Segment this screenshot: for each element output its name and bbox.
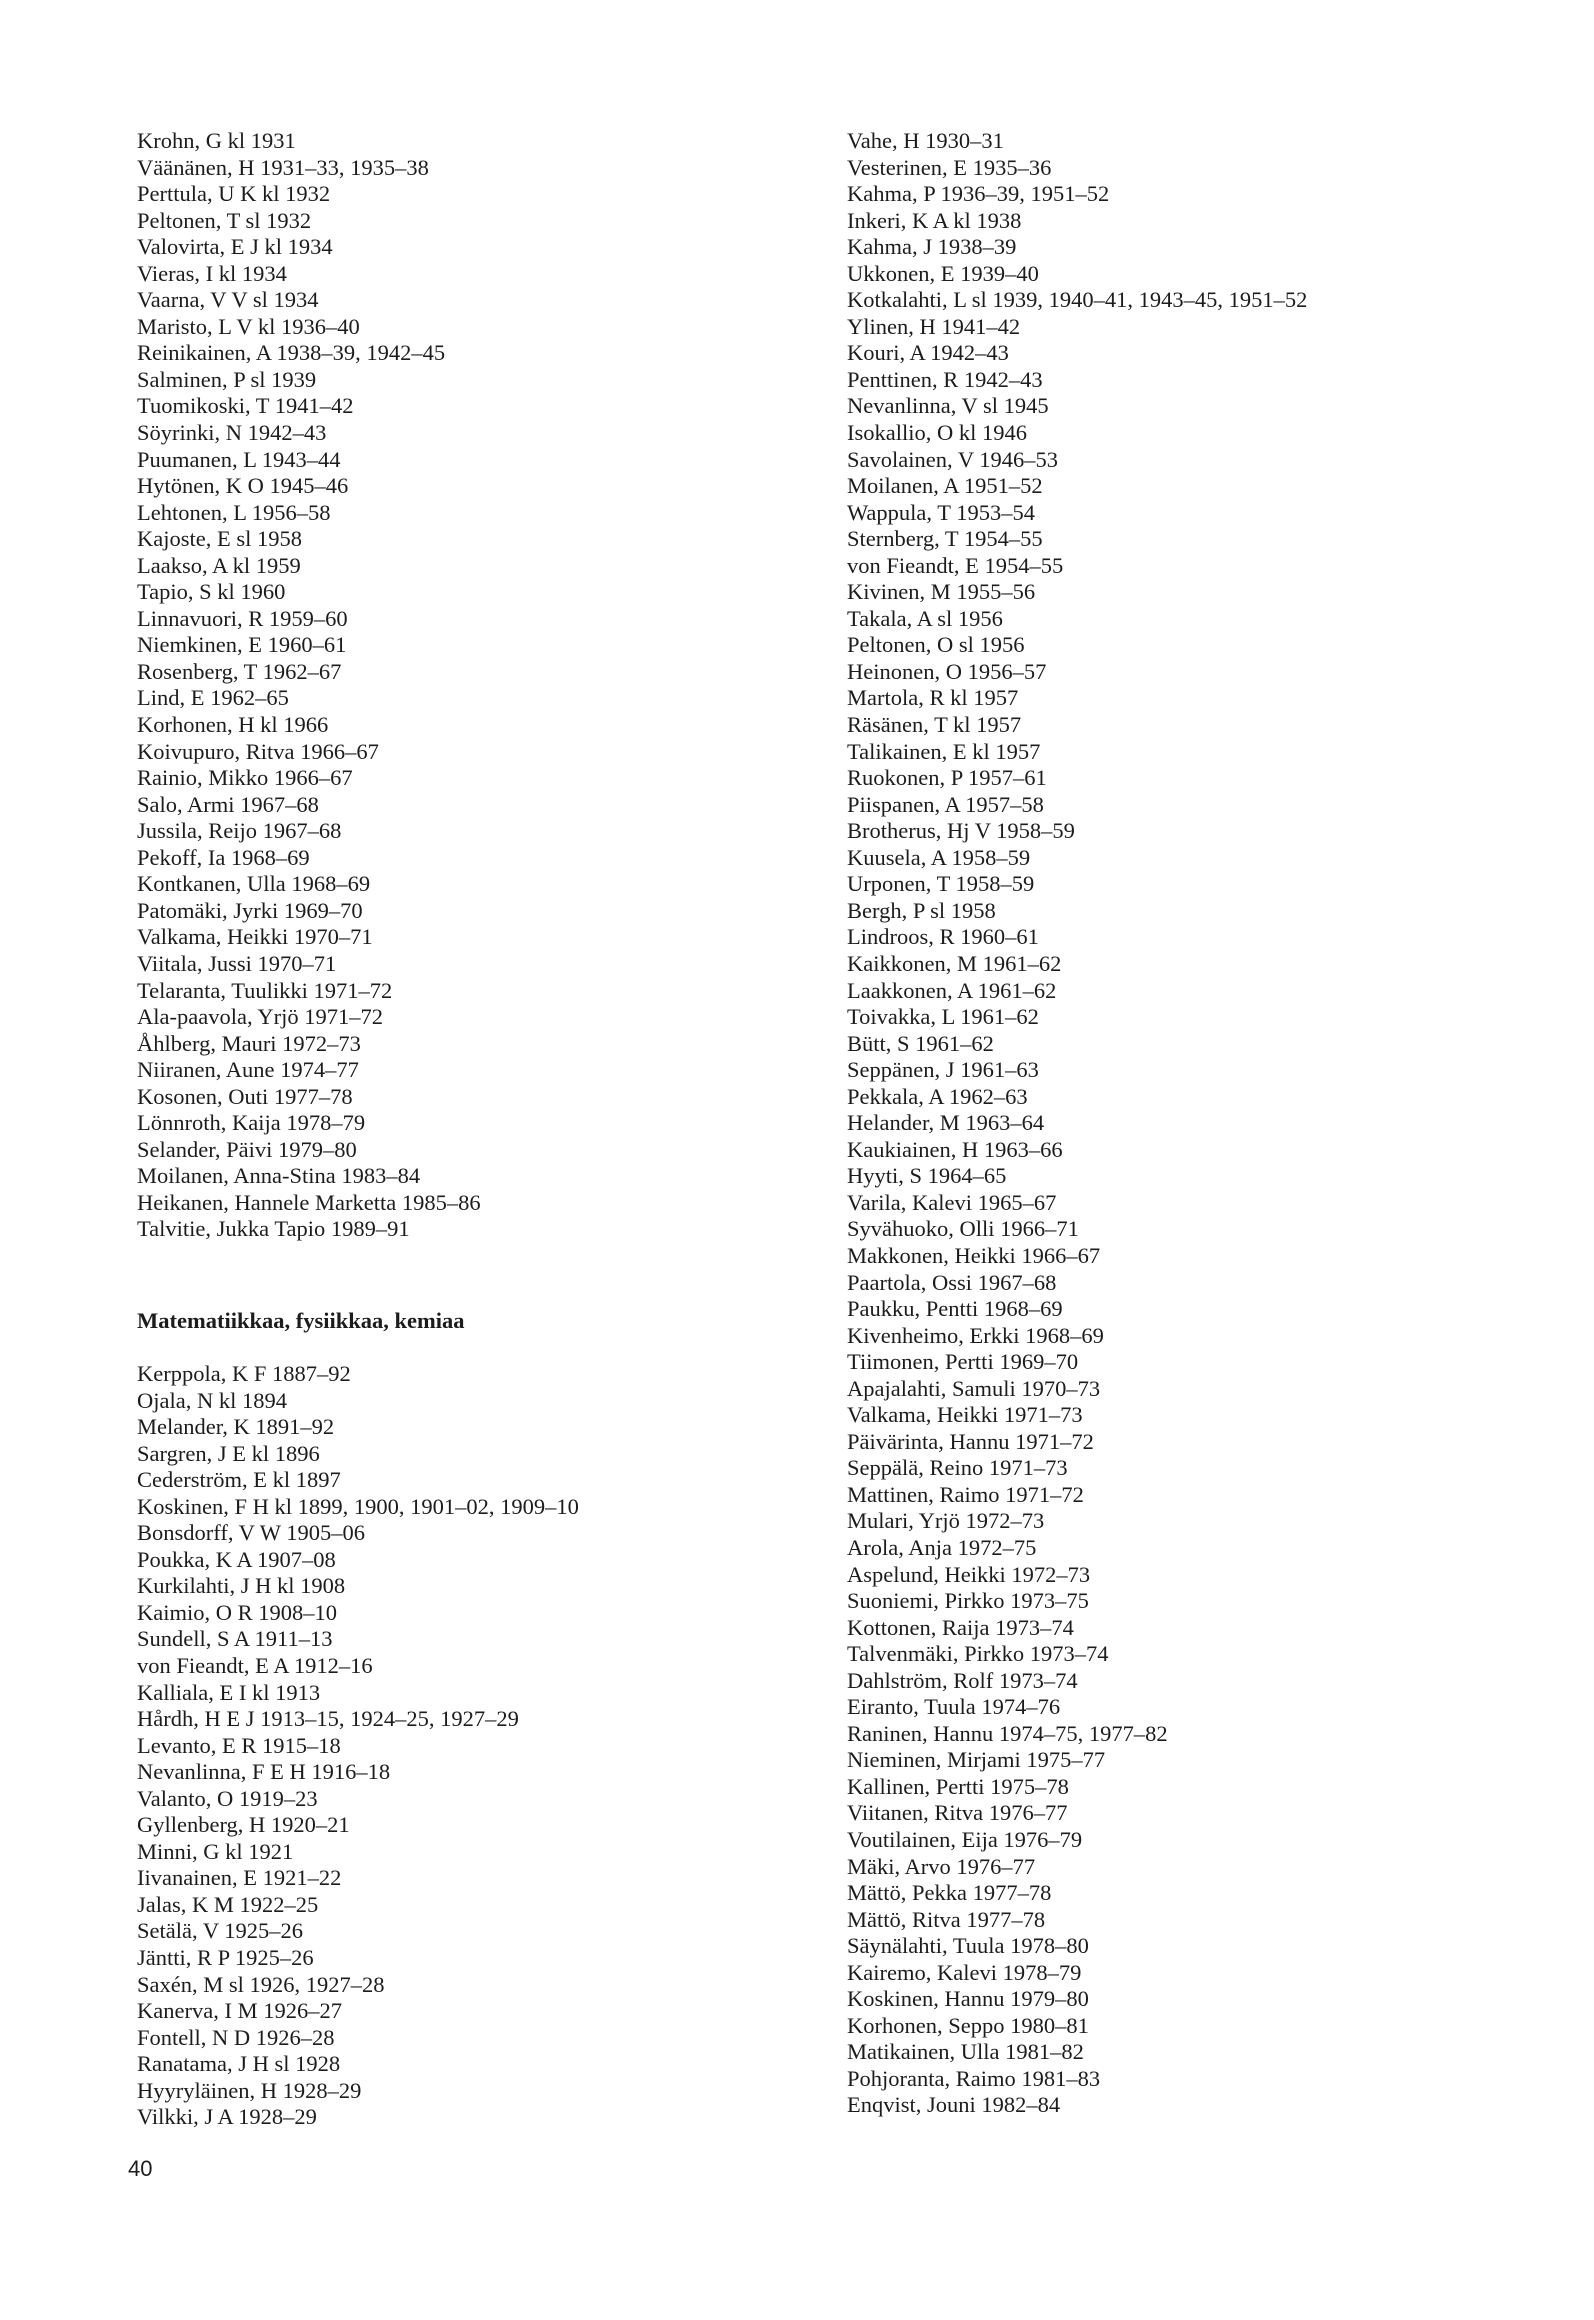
- list-item: Iivanainen, E 1921–22: [137, 1865, 342, 1891]
- list-item: Viitala, Jussi 1970–71: [137, 950, 337, 976]
- list-item: Urponen, T 1958–59: [847, 871, 1035, 897]
- section-list: [137, 1361, 579, 2131]
- list-item: Ylinen, H 1941–42: [847, 313, 1021, 339]
- list-item: Väänänen, H 1931–33, 1935–38: [137, 154, 429, 180]
- list-item: Telaranta, Tuulikki 1971–72: [137, 977, 393, 1003]
- list-item: Melander, K 1891–92: [137, 1414, 335, 1440]
- list-item: Enqvist, Jouni 1982–84: [847, 2092, 1061, 2118]
- list-item: Kivinen, M 1955–56: [847, 579, 1036, 605]
- list-item: Pekoff, Ia 1968–69: [137, 844, 310, 870]
- list-item: Koskinen, Hannu 1979–80: [847, 1986, 1089, 2012]
- list-item: Nevanlinna, V sl 1945: [847, 393, 1049, 419]
- list-item: Kalliala, E I kl 1913: [137, 1679, 321, 1705]
- list-item: Bonsdorff, V W 1905–06: [137, 1520, 365, 1546]
- list-item: Paartola, Ossi 1967–68: [847, 1269, 1057, 1295]
- list-item: Martola, R kl 1957: [847, 685, 1019, 711]
- list-item: Kivenheimo, Erkki 1968–69: [847, 1322, 1104, 1348]
- list-item: Peltonen, O sl 1956: [847, 632, 1025, 658]
- list-item: Selander, Päivi 1979–80: [137, 1136, 357, 1162]
- list-item: Nevanlinna, F E H 1916–18: [137, 1759, 391, 1785]
- list-item: Isokallio, O kl 1946: [847, 420, 1027, 446]
- list-item: Heinonen, O 1956–57: [847, 658, 1047, 684]
- list-item: Laakkonen, A 1961–62: [847, 977, 1057, 1003]
- list-item: Brotherus, Hj V 1958–59: [847, 818, 1075, 844]
- list-item: Eiranto, Tuula 1974–76: [847, 1694, 1061, 1720]
- list-item: Kouri, A 1942–43: [847, 340, 1009, 366]
- list-item: Fontell, N D 1926–28: [137, 2024, 335, 2050]
- list-item: Cederström, E kl 1897: [137, 1467, 341, 1493]
- list-item: Rosenberg, T 1962–67: [137, 658, 342, 684]
- list-item: Ojala, N kl 1894: [137, 1387, 287, 1413]
- list-item: Seppänen, J 1961–63: [847, 1057, 1039, 1083]
- list-item: Arola, Anja 1972–75: [847, 1534, 1037, 1560]
- list-item: Perttula, U K kl 1932: [137, 181, 331, 207]
- section-heading: Matematiikkaa, fysiikkaa, kemiaa: [137, 1308, 465, 1333]
- list-item: Hårdh, H E J 1913–15, 1924–25, 1927–29: [137, 1706, 519, 1732]
- list-item: Vaarna, V V sl 1934: [137, 287, 319, 313]
- list-item: Kairemo, Kalevi 1978–79: [847, 1959, 1082, 1985]
- list-item: Mulari, Yrjö 1972–73: [847, 1508, 1045, 1534]
- list-item: Levanto, E R 1915–18: [137, 1732, 341, 1758]
- list-item: Kosonen, Outi 1977–78: [137, 1083, 353, 1109]
- list-item: Kahma, P 1936–39, 1951–52: [847, 181, 1110, 207]
- list-item: Suoniemi, Pirkko 1973–75: [847, 1588, 1089, 1614]
- list-item: Mättö, Pekka 1977–78: [847, 1880, 1052, 1906]
- list-item: Kottonen, Raija 1973–74: [847, 1614, 1074, 1640]
- list-item: Ruokonen, P 1957–61: [847, 765, 1047, 791]
- list-item: Helander, M 1963–64: [847, 1110, 1045, 1136]
- list-item: Kaukiainen, H 1963–66: [847, 1136, 1063, 1162]
- list-item: Talvitie, Jukka Tapio 1989–91: [137, 1216, 410, 1242]
- list-item: Korhonen, H kl 1966: [137, 712, 329, 738]
- list-item: Patomäki, Jyrki 1969–70: [137, 897, 363, 923]
- list-item: Matikainen, Ulla 1981–82: [847, 2039, 1084, 2065]
- list-item: Talvenmäki, Pirkko 1973–74: [847, 1641, 1109, 1667]
- list-item: Penttinen, R 1942–43: [847, 366, 1043, 392]
- list-item: Varila, Kalevi 1965–67: [847, 1189, 1057, 1215]
- list-item: Tuomikoski, T 1941–42: [137, 393, 354, 419]
- list-item: Hyyti, S 1964–65: [847, 1163, 1007, 1189]
- list-item: Vahe, H 1930–31: [847, 128, 1004, 153]
- list-item: Niiranen, Aune 1974–77: [137, 1057, 359, 1083]
- list-item: Setälä, V 1925–26: [137, 1918, 304, 1944]
- list-item: Minni, G kl 1921: [137, 1838, 294, 1864]
- list-item: Reinikainen, A 1938–39, 1942–45: [137, 340, 446, 366]
- list-item: Gyllenberg, H 1920–21: [137, 1812, 350, 1838]
- list-item: Kuusela, A 1958–59: [847, 844, 1031, 870]
- list-item: Mattinen, Raimo 1971–72: [847, 1481, 1084, 1507]
- list-item: Saxén, M sl 1926, 1927–28: [137, 1971, 385, 1997]
- list-item: Kurkilahti, J H kl 1908: [137, 1573, 346, 1599]
- list-item: Inkeri, K A kl 1938: [847, 207, 1022, 233]
- list-item: Salminen, P sl 1939: [137, 366, 317, 392]
- list-item: Pohjoranta, Raimo 1981–83: [847, 2065, 1101, 2091]
- list-item: Kontkanen, Ulla 1968–69: [137, 871, 371, 897]
- list-item: Savolainen, V 1946–53: [847, 446, 1059, 472]
- list-item: Koivupuro, Ritva 1966–67: [137, 738, 379, 764]
- list-item: Söyrinki, N 1942–43: [137, 420, 327, 446]
- list-item: Päivärinta, Hannu 1971–72: [847, 1428, 1094, 1454]
- list-item: Moilanen, Anna-Stina 1983–84: [137, 1163, 421, 1189]
- page-number: 40: [128, 2156, 153, 2181]
- list-item: Aspelund, Heikki 1972–73: [847, 1561, 1091, 1587]
- list-item: Raninen, Hannu 1974–75, 1977–82: [847, 1720, 1168, 1746]
- list-item: Säynälahti, Tuula 1978–80: [847, 1933, 1089, 1959]
- list-item: Rainio, Mikko 1966–67: [137, 765, 353, 791]
- list-item: von Fieandt, E 1954–55: [847, 552, 1064, 578]
- list-item: Sundell, S A 1911–13: [137, 1626, 333, 1652]
- left-column-list: [137, 128, 481, 1243]
- list-item: Wappula, T 1953–54: [847, 499, 1035, 525]
- list-item: Laakso, A kl 1959: [137, 552, 301, 578]
- list-item: Kaimio, O R 1908–10: [137, 1599, 337, 1625]
- list-item: Takala, A sl 1956: [847, 605, 1003, 631]
- list-item: Räsänen, T kl 1957: [847, 712, 1022, 738]
- list-item: Talikainen, E kl 1957: [847, 738, 1041, 764]
- list-item: Makkonen, Heikki 1966–67: [847, 1242, 1101, 1268]
- list-item: Heikanen, Hannele Marketta 1985–86: [137, 1189, 481, 1215]
- list-item: Valanto, O 1919–23: [137, 1785, 318, 1811]
- list-item: Vieras, I kl 1934: [137, 260, 287, 286]
- list-item: Mäki, Arvo 1976–77: [847, 1853, 1036, 1879]
- list-item: Puumanen, L 1943–44: [137, 446, 341, 472]
- list-item: Vesterinen, E 1935–36: [847, 154, 1052, 180]
- list-item: Lind, E 1962–65: [137, 685, 289, 711]
- list-item: Bütt, S 1961–62: [847, 1030, 994, 1056]
- list-item: Krohn, G kl 1931: [137, 128, 296, 153]
- list-item: Hyyryläinen, H 1928–29: [137, 2077, 362, 2103]
- list-item: Sargren, J E kl 1896: [137, 1440, 320, 1466]
- list-item: Mättö, Ritva 1977–78: [847, 1906, 1046, 1932]
- list-item: Åhlberg, Mauri 1972–73: [137, 1030, 361, 1056]
- list-item: Syvähuoko, Olli 1966–71: [847, 1216, 1079, 1242]
- list-item: Valkama, Heikki 1970–71: [137, 924, 373, 950]
- list-item: Tiimonen, Pertti 1969–70: [847, 1349, 1079, 1375]
- list-item: Vilkki, J A 1928–29: [137, 2104, 317, 2130]
- list-item: Tapio, S kl 1960: [137, 579, 286, 605]
- list-item: Peltonen, T sl 1932: [137, 207, 312, 233]
- list-item: Pekkala, A 1962–63: [847, 1083, 1028, 1109]
- list-item: Niemkinen, E 1960–61: [137, 632, 347, 658]
- list-item: Voutilainen, Eija 1976–79: [847, 1827, 1083, 1852]
- list-item: Paukku, Pentti 1968–69: [847, 1296, 1063, 1322]
- list-item: von Fieandt, E A 1912–16: [137, 1653, 373, 1679]
- list-item: Kotkalahti, L sl 1939, 1940–41, 1943–45, 1951–52: [847, 287, 1308, 313]
- list-item: Korhonen, Seppo 1980–81: [847, 2012, 1089, 2038]
- list-item: Jäntti, R P 1925–26: [137, 1945, 314, 1971]
- list-item: Kajoste, E sl 1958: [137, 526, 302, 552]
- list-item: Ala-paavola, Yrjö 1971–72: [137, 1004, 383, 1030]
- list-item: Poukka, K A 1907–08: [137, 1546, 336, 1572]
- list-item: Piispanen, A 1957–58: [847, 791, 1044, 817]
- list-item: Lindroos, R 1960–61: [847, 924, 1039, 950]
- list-item: Dahlström, Rolf 1973–74: [847, 1667, 1078, 1693]
- list-item: Ukkonen, E 1939–40: [847, 260, 1039, 286]
- list-item: Moilanen, A 1951–52: [847, 473, 1043, 499]
- list-item: Toivakka, L 1961–62: [847, 1004, 1039, 1030]
- list-item: Lehtonen, L 1956–58: [137, 499, 331, 525]
- list-item: Kerppola, K F 1887–92: [137, 1361, 351, 1386]
- list-item: Kahma, J 1938–39: [847, 234, 1017, 260]
- list-item: Viitanen, Ritva 1976–77: [847, 1800, 1068, 1826]
- list-item: Lönnroth, Kaija 1978–79: [137, 1110, 366, 1136]
- list-item: Nieminen, Mirjami 1975–77: [847, 1747, 1106, 1773]
- list-item: Seppälä, Reino 1971–73: [847, 1455, 1068, 1481]
- list-item: Hytönen, K O 1945–46: [137, 473, 349, 499]
- list-item: Kallinen, Pertti 1975–78: [847, 1773, 1069, 1799]
- list-item: Bergh, P sl 1958: [847, 897, 996, 923]
- list-item: Linnavuori, R 1959–60: [137, 605, 348, 631]
- list-item: Kaikkonen, M 1961–62: [847, 950, 1062, 976]
- list-item: Apajalahti, Samuli 1970–73: [847, 1375, 1101, 1401]
- list-item: Kanerva, I M 1926–27: [137, 1998, 342, 2024]
- list-item: Jalas, K M 1922–25: [137, 1891, 319, 1917]
- list-item: Valkama, Heikki 1971–73: [847, 1402, 1083, 1428]
- list-item: Sternberg, T 1954–55: [847, 526, 1043, 552]
- list-item: Koskinen, F H kl 1899, 1900, 1901–02, 1909–10: [137, 1493, 579, 1519]
- list-item: Ranatama, J H sl 1928: [137, 2051, 341, 2077]
- list-item: Salo, Armi 1967–68: [137, 791, 319, 817]
- list-item: Jussila, Reijo 1967–68: [137, 818, 342, 844]
- right-column-list: [847, 128, 1307, 2119]
- list-item: Valovirta, E J kl 1934: [137, 234, 333, 260]
- list-item: Maristo, L V kl 1936–40: [137, 313, 360, 339]
